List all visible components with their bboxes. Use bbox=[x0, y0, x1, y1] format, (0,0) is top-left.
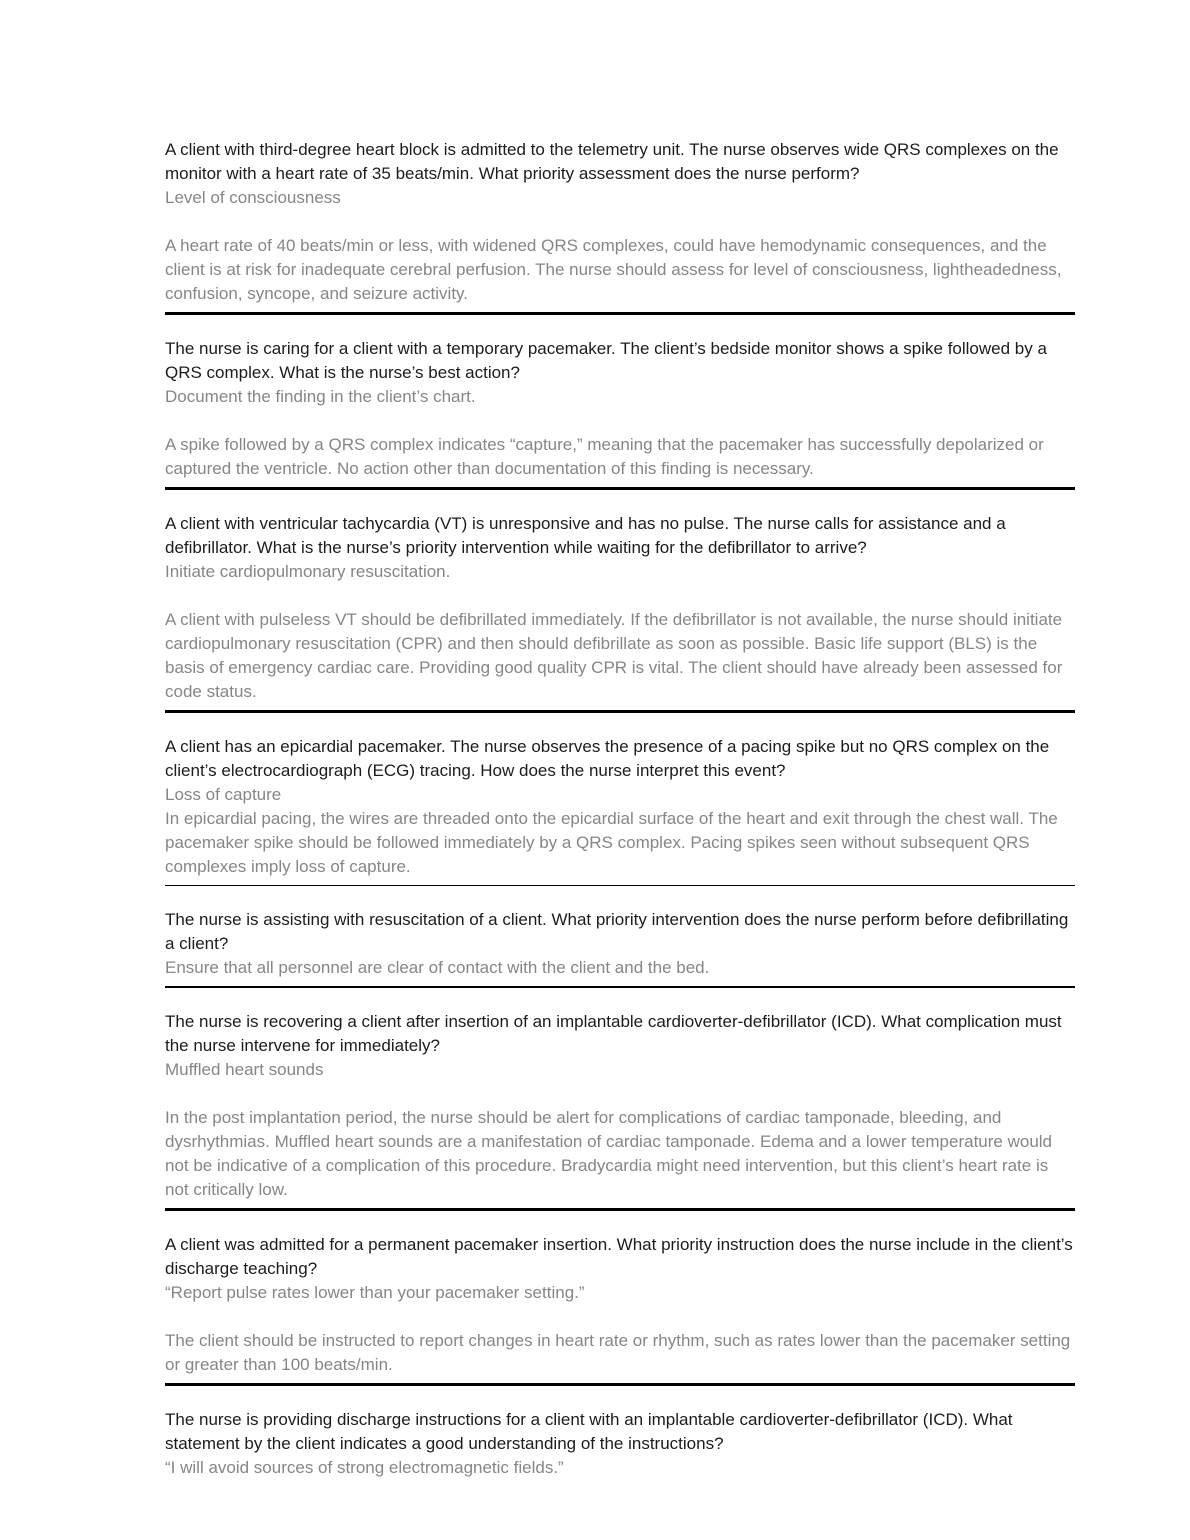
rationale-text: In epicardial pacing, the wires are threaded onto the epicardial surface of the heart and exit through the chest wall. The pacemaker spike should be followed immediately by a QRS complex. Pacing spikes seen without subsequent QRS complexes imply loss of capture. bbox=[165, 809, 1058, 876]
qa-section bbox=[165, 1010, 1075, 1211]
rationale-text: In the post implantation period, the nurse should be alert for complications of cardiac tamponade, bleeding, and dysrhythmias. Muffled heart sounds are a manifestation of cardiac tamponade. Edema and a lower temperature would not be indicative of a complication of this procedure. Bradycardia might need intervention, but this client’s heart rate is not critically low. bbox=[165, 1108, 1053, 1199]
answer-text: “I will avoid sources of strong electromagnetic fields.” bbox=[165, 1458, 564, 1477]
question-text: A client with third-degree heart block is admitted to the telemetry unit. The nurse observes wide QRS complexes on the monitor with a heart rate of 35 beats/min. What priority assessment does the nurse perform? bbox=[165, 140, 1059, 183]
qa-section bbox=[165, 1233, 1075, 1386]
qa-section bbox=[165, 337, 1075, 490]
qa-section bbox=[165, 138, 1075, 315]
section-divider bbox=[165, 710, 1075, 713]
section-divider bbox=[165, 885, 1075, 886]
section-divider bbox=[165, 1383, 1075, 1386]
question-text: The nurse is assisting with resuscitation of a client. What priority intervention does the nurse perform before defibrillating a client? bbox=[165, 910, 1069, 953]
section-divider bbox=[165, 487, 1075, 490]
qa-section bbox=[165, 512, 1075, 713]
answer-text: Document the finding in the client’s chart. bbox=[165, 387, 476, 406]
question-text: The nurse is caring for a client with a temporary pacemaker. The client’s bedside monitor shows a spike followed by a QRS complex. What is the nurse’s best action? bbox=[165, 339, 1047, 382]
rationale-text: A spike followed by a QRS complex indicates “capture,” meaning that the pacemaker has successfully depolarized or captured the ventricle. No action other than documentation of this finding is necessary. bbox=[165, 435, 1044, 478]
qa-section bbox=[165, 1408, 1075, 1480]
answer-text: Initiate cardiopulmonary resuscitation. bbox=[165, 562, 451, 581]
rationale-text: The client should be instructed to report changes in heart rate or rhythm, such as rates lower than the pacemaker setting or greater than 100 beats/min. bbox=[165, 1331, 1071, 1374]
answer-text: Muffled heart sounds bbox=[165, 1060, 324, 1079]
answer-text: Level of consciousness bbox=[165, 188, 341, 207]
document-page bbox=[165, 0, 1075, 1480]
answer-text: Loss of capture bbox=[165, 785, 282, 804]
question-text: A client was admitted for a permanent pacemaker insertion. What priority instruction does the nurse include in the client’s discharge teaching? bbox=[165, 1235, 1073, 1278]
section-divider bbox=[165, 986, 1075, 988]
rationale-text: A heart rate of 40 beats/min or less, with widened QRS complexes, could have hemodynamic consequences, and the client is at risk for inadequate cerebral perfusion. The nurse should assess for level of consciousness, lightheadedness, confusion, syncope, and seizure activity. bbox=[165, 236, 1062, 303]
question-text: The nurse is providing discharge instructions for a client with an implantable cardioverter-defibrillator (ICD). What statement by the client indicates a good understanding of the instructions? bbox=[165, 1410, 1013, 1453]
section-divider bbox=[165, 1208, 1075, 1211]
question-text: The nurse is recovering a client after insertion of an implantable cardioverter-defibrillator (ICD). What complication must the nurse intervene for immediately? bbox=[165, 1012, 1062, 1055]
qa-section bbox=[165, 735, 1075, 886]
answer-text: Ensure that all personnel are clear of contact with the client and the bed. bbox=[165, 958, 710, 977]
question-text: A client with ventricular tachycardia (VT) is unresponsive and has no pulse. The nurse calls for assistance and a defibrillator. What is the nurse’s priority intervention while waiting for the defibrillator to arrive? bbox=[165, 514, 1006, 557]
qa-section bbox=[165, 908, 1075, 988]
rationale-text: A client with pulseless VT should be defibrillated immediately. If the defibrillator is not available, the nurse should initiate cardiopulmonary resuscitation (CPR) and then should defibrillate as soon as possible. Basic life support (BLS) is the basis of emergency cardiac care. Providing good quality CPR is vital. The client should have already been assessed for code status. bbox=[165, 610, 1063, 701]
question-text: A client has an epicardial pacemaker. The nurse observes the presence of a pacing spike but no QRS complex on the client’s electrocardiograph (ECG) tracing. How does the nurse interpret this event? bbox=[165, 737, 1050, 780]
answer-text: “Report pulse rates lower than your pacemaker setting.” bbox=[165, 1283, 585, 1302]
section-divider bbox=[165, 312, 1075, 315]
